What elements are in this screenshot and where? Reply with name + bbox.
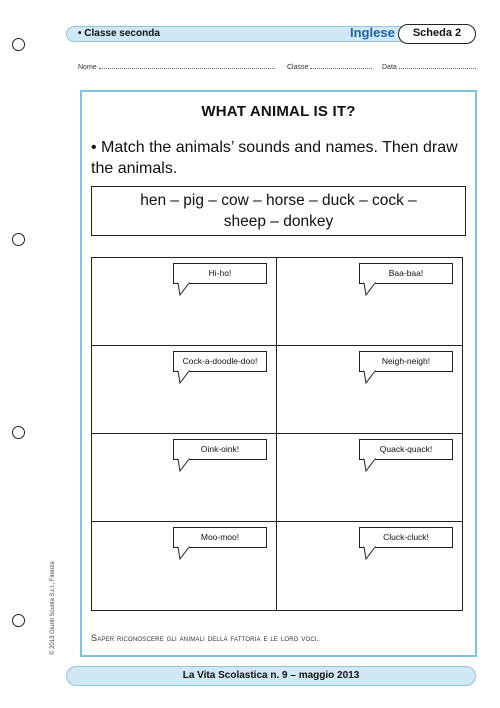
speech-bubble: Baa-baa! bbox=[359, 263, 453, 284]
speech-bubble: Oink-oink! bbox=[173, 439, 267, 460]
drawing-cell[interactable] bbox=[92, 434, 277, 522]
speech-bubble: Cock-a-doodle-doo! bbox=[173, 351, 267, 372]
speech-bubble-tail bbox=[176, 459, 196, 473]
student-info-row bbox=[78, 62, 478, 76]
binder-hole bbox=[12, 614, 25, 627]
date-label: Data bbox=[382, 64, 397, 71]
speech-bubble-tail bbox=[362, 547, 382, 561]
instruction-text: • Match the animals’ sounds and names. Then draw the animals. bbox=[91, 139, 458, 177]
speech-bubble: Cluck-cluck! bbox=[359, 527, 453, 548]
drawing-cell[interactable] bbox=[277, 434, 462, 522]
speech-bubble: Hi-ho! bbox=[173, 263, 267, 284]
speech-bubble: Moo-moo! bbox=[173, 527, 267, 548]
drawing-grid bbox=[91, 257, 463, 611]
word-bank-line-1: hen – pig – cow – horse – duck – cock – bbox=[140, 192, 417, 209]
class-label: Classe bbox=[287, 64, 309, 71]
speech-bubble-tail bbox=[362, 283, 382, 297]
drawing-cell[interactable] bbox=[277, 346, 462, 434]
drawing-cell[interactable] bbox=[92, 522, 277, 610]
speech-bubble: Neigh-neigh! bbox=[359, 351, 453, 372]
speech-bubble-tail bbox=[176, 371, 196, 385]
class-level-label: • Classe seconda bbox=[78, 28, 160, 39]
learning-objective-caption: Saper riconoscere gli animali della fattoria e le loro voci. bbox=[91, 633, 320, 643]
subject-label: Inglese bbox=[350, 25, 395, 40]
speech-bubble-tail bbox=[362, 459, 382, 473]
speech-bubble-tail bbox=[176, 547, 196, 561]
drawing-cell[interactable] bbox=[277, 522, 462, 610]
worksheet-title: WHAT ANIMAL IS IT? bbox=[201, 103, 356, 120]
drawing-cell[interactable] bbox=[277, 258, 462, 346]
class-field[interactable] bbox=[310, 62, 372, 69]
drawing-cell[interactable] bbox=[92, 258, 277, 346]
sheet-number-badge: Scheda 2 bbox=[398, 24, 476, 44]
name-field[interactable] bbox=[99, 62, 275, 69]
binder-hole bbox=[12, 426, 25, 439]
binder-hole bbox=[12, 38, 25, 51]
footer-bar: La Vita Scolastica n. 9 – maggio 2013 bbox=[66, 666, 476, 686]
speech-bubble-tail bbox=[176, 283, 196, 297]
word-bank-line-2: sheep – donkey bbox=[223, 213, 334, 230]
name-label: Nome bbox=[78, 64, 97, 71]
speech-bubble: Quack-quack! bbox=[359, 439, 453, 460]
date-field[interactable] bbox=[399, 62, 476, 69]
speech-bubble-tail bbox=[362, 371, 382, 385]
drawing-cell[interactable] bbox=[92, 346, 277, 434]
binder-hole bbox=[12, 233, 25, 246]
copyright-credit: © 2013 Giunti Scuola S.r.l., Firenze bbox=[50, 561, 56, 655]
word-bank bbox=[91, 186, 466, 236]
